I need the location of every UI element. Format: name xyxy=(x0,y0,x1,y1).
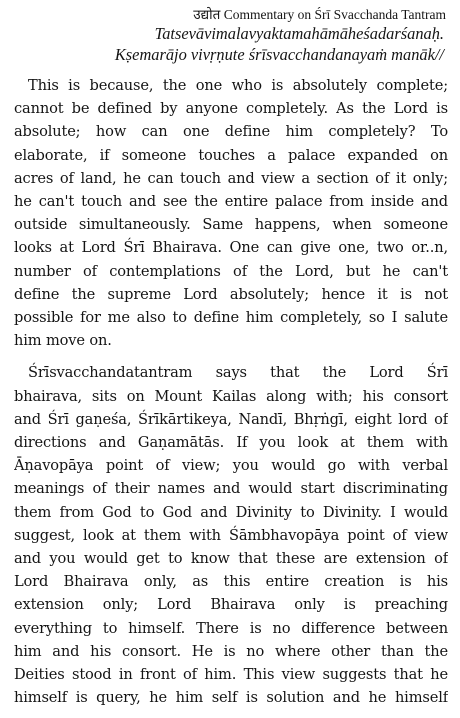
text-line: cannot be defined by anyone completely. As the Lord is xyxy=(14,100,448,118)
text-line: meanings of their names and would start discriminating xyxy=(14,480,448,498)
text-line: directions and Gaṇamātās. If you look at them with xyxy=(14,434,448,452)
paragraph-2 xyxy=(14,361,448,709)
text-line: and you would get to know that these are extension of xyxy=(14,550,448,568)
verse-line: Tatsevāvimalavyaktamahāmāheśadarśanaḥ. xyxy=(154,24,444,43)
text-line: outside simultaneously. Same happens, when someone xyxy=(14,216,448,234)
text-line: Śrīsvacchandatantram says that the Lord Śrī xyxy=(28,364,448,382)
text-line: everything to himself. There is no difference between xyxy=(14,619,448,637)
text-line: acres of land, he can touch and view a section of it only; xyxy=(14,169,448,187)
verse-line: Kṣemarājo vivṛṇute śrīsvacchandanayaṁ manāk// xyxy=(114,45,444,64)
text-line: elaborate, if someone touches a palace expanded on xyxy=(14,146,448,164)
text-line: suggest, look at them with Śāmbhavopāya point of view xyxy=(14,526,448,544)
text-line: This is because, the one who is absolutely complete; xyxy=(28,77,448,94)
text-line: looks at Lord Śrī Bhairava. One can give one, two or..n, xyxy=(14,239,448,257)
text-line: Āṇavopāya point of view; you would go with verbal xyxy=(14,457,448,475)
text-line: himself is query, he him self is solution and he himself xyxy=(14,689,448,707)
text-line: Lord Bhairava only, as this entire creation is his xyxy=(14,573,448,591)
text-line: absolute; how can one define him completely? To xyxy=(14,123,448,141)
paragraph-spacer xyxy=(14,352,448,361)
text-line: he can't touch and see the entire palace from inside and xyxy=(14,193,448,211)
text-line: them from God to God and Divinity to Divinity. I would xyxy=(14,503,448,521)
text-line: Deities stood in front of him. This view suggests that he xyxy=(14,666,448,684)
text-line: bhairava, sits on Mount Kailas along with; his consort xyxy=(14,387,448,405)
text-line: extension only; Lord Bhairava only is preaching xyxy=(14,596,448,614)
text-line: him and his consort. He is no where other than the xyxy=(14,642,448,660)
text-line: possible for me also to define him completely, so I salute xyxy=(14,309,448,327)
verse-block xyxy=(14,23,448,65)
text-line: define the supreme Lord absolutely; hence it is not xyxy=(14,285,448,303)
text-line: him move on. xyxy=(14,332,112,350)
paragraph-1 xyxy=(14,74,448,352)
text-line: number of contemplations of the Lord, but he can't xyxy=(14,262,448,280)
running-head: उद्योत Commentary on Śrī Svacchanda Tantram xyxy=(193,7,446,22)
text-line: and Śrī gaṇeśa, Śrīkārtikeya, Nandī, Bhṛṅgī, eight lord of xyxy=(14,410,448,428)
